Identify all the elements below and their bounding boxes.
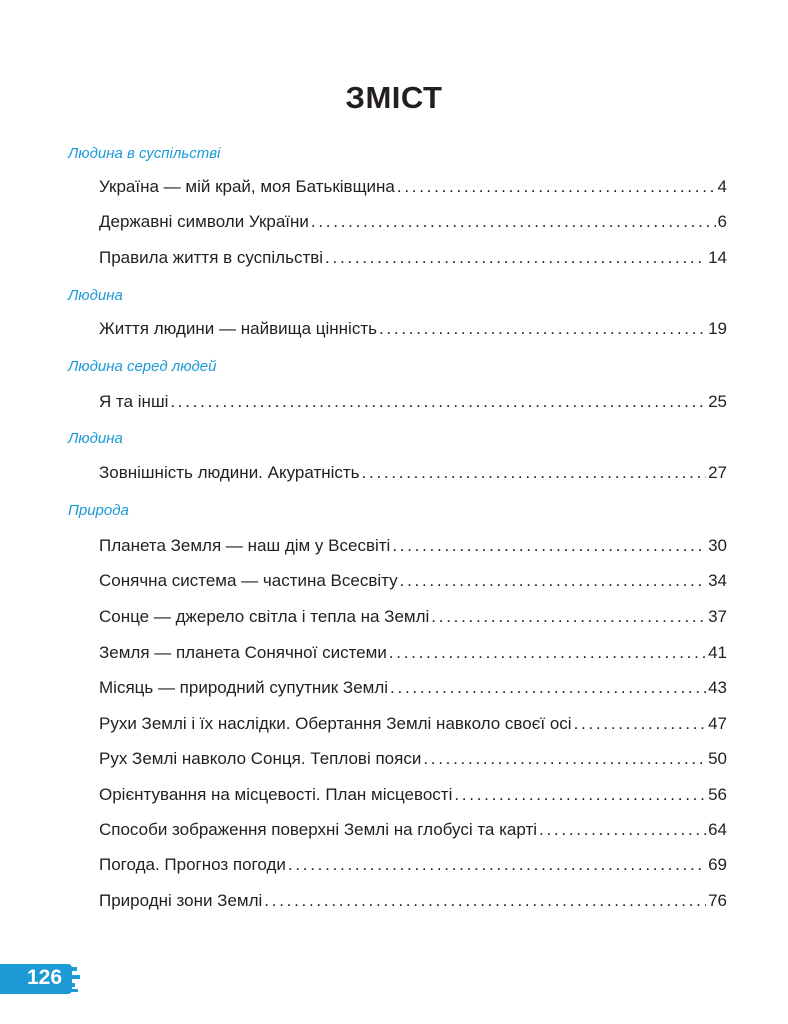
dot-leader (454, 784, 706, 806)
section-heading-society: Людина в суспільстві (68, 145, 221, 162)
toc-entry-label: Рухи Землі і їх наслідки. Обертання Землі навколо своєї осі (99, 714, 572, 733)
section-heading-among-people: Людина серед людей (68, 358, 217, 375)
toc-entry[interactable] (99, 854, 727, 876)
toc-entry-label: Зовнішність людини. Акуратність (99, 463, 360, 482)
toc-entry-page: 43 (708, 678, 727, 697)
dot-leader (539, 819, 706, 841)
toc-entry-label: Способи зображення поверхні Землі на глобусі та карті (99, 820, 538, 839)
toc-entry[interactable] (99, 318, 727, 340)
toc-entry-label: Природні зони Землі (99, 891, 263, 910)
toc-entry-label: Погода. Прогноз погоди (99, 855, 286, 874)
dot-leader (574, 713, 706, 735)
toc-entry-label: Сонячна система — частина Всесвіту (99, 571, 398, 590)
toc-entry-label: Планета Земля — наш дім у Всесвіті (99, 536, 391, 555)
toc-entry[interactable] (99, 247, 727, 269)
dot-leader (423, 748, 706, 770)
toc-entry[interactable] (99, 677, 727, 699)
toc-entry[interactable] (99, 211, 727, 233)
toc-entry-page: 27 (708, 463, 727, 482)
section-heading-human: Людина (68, 287, 123, 304)
toc-entry-page: 41 (708, 643, 727, 662)
toc-entry-label: Я та інші (99, 392, 169, 411)
toc-entry[interactable] (99, 713, 727, 735)
toc-entry-label: Сонце — джерело світла і тепла на Землі (99, 607, 430, 626)
dot-leader (362, 462, 707, 484)
page-number: 126 (27, 966, 63, 989)
section-heading-nature: Природа (68, 502, 129, 519)
dot-leader (325, 247, 706, 269)
toc-entry[interactable] (99, 570, 727, 592)
toc-entry-page: 30 (708, 536, 727, 555)
toc-entry-page: 6 (717, 212, 727, 231)
toc-entry-label: Державні символи України (99, 212, 309, 231)
toc-entry-label: Земля — планета Сонячної системи (99, 643, 387, 662)
toc-entry[interactable] (99, 535, 727, 557)
toc-entry-label: Місяць — природний супутник Землі (99, 678, 389, 697)
toc-entry-page: 37 (708, 607, 727, 626)
toc-entry[interactable] (99, 606, 727, 628)
toc-entry[interactable] (99, 890, 727, 912)
toc-entry-label: Рух Землі навколо Сонця. Теплові пояси (99, 749, 422, 768)
toc-entry-label: Правила життя в суспільстві (99, 248, 324, 267)
toc-entry-page: 56 (708, 785, 727, 804)
toc-entry-page: 34 (708, 571, 727, 590)
dot-leader (170, 391, 706, 413)
toc-entry[interactable] (99, 748, 727, 770)
toc-entry-page: 50 (708, 749, 727, 768)
toc-entry[interactable] (99, 176, 727, 198)
dot-leader (390, 677, 706, 699)
dot-leader (400, 570, 706, 592)
dot-leader (379, 318, 706, 340)
toc-entry[interactable] (99, 819, 727, 841)
toc-entry-label: Орієнтування на місцевості. План місцевості (99, 785, 453, 804)
dot-leader (311, 211, 716, 233)
toc-entry-page: 19 (708, 319, 727, 338)
dot-leader (264, 890, 706, 912)
toc-entry-label: Життя людини — найвища цінність (99, 319, 377, 338)
dot-leader (397, 176, 716, 198)
dot-leader (431, 606, 706, 628)
page-title: ЗМІСТ (345, 80, 443, 115)
dot-leader (389, 642, 706, 664)
toc-entry-page: 76 (708, 891, 727, 910)
toc-entry-page: 4 (717, 177, 727, 196)
toc-entry-page: 25 (708, 392, 727, 411)
toc-entry-page: 69 (708, 855, 727, 874)
toc-entry-page: 47 (708, 714, 727, 733)
toc-entry[interactable] (99, 642, 727, 664)
dot-leader (288, 854, 706, 876)
toc-entry[interactable] (99, 391, 727, 413)
toc-entry[interactable] (99, 784, 727, 806)
toc-entry-page: 64 (708, 820, 727, 839)
section-heading-human-2: Людина (68, 430, 123, 447)
toc-entry[interactable] (99, 462, 727, 484)
dot-leader (392, 535, 706, 557)
toc-entry-label: Україна — мій край, моя Батьківщина (99, 177, 395, 196)
toc-entry-page: 14 (708, 248, 727, 267)
